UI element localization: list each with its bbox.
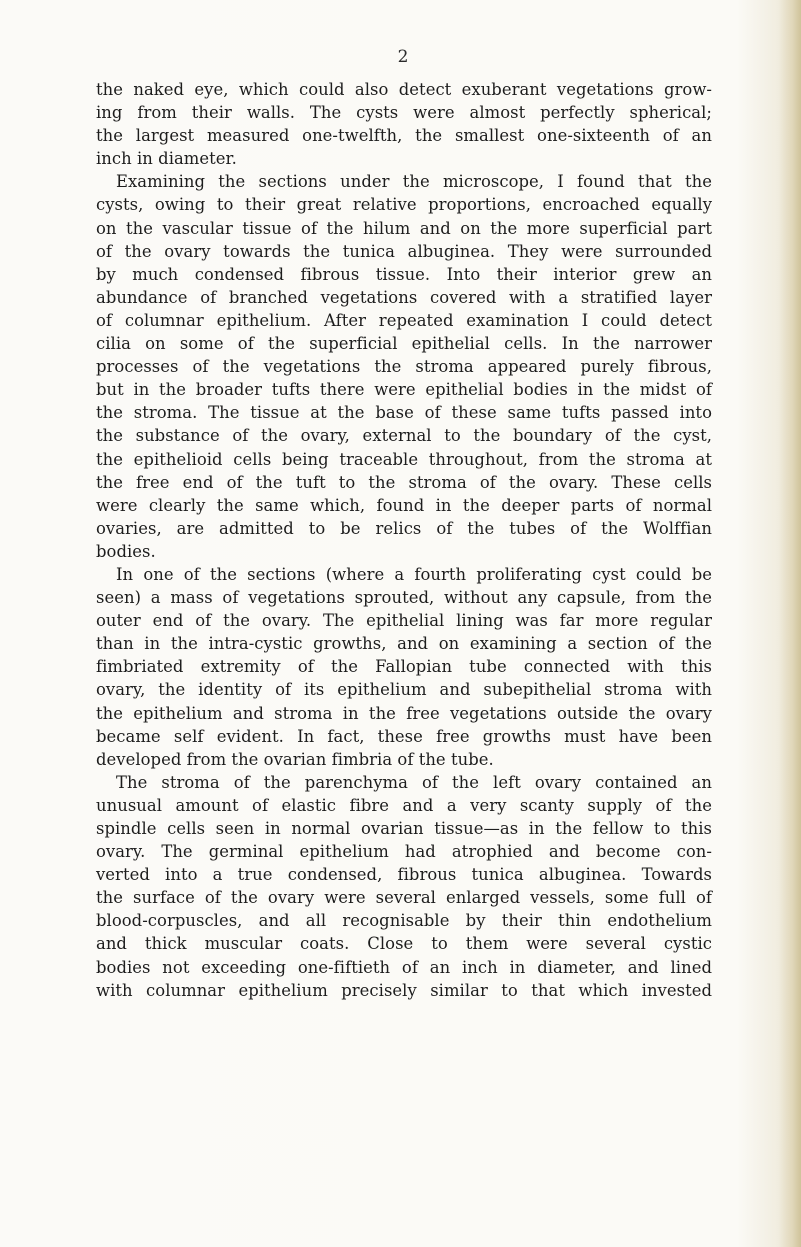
text-line: cysts, owing to their great relative proportions, encroached equally [96, 195, 712, 215]
text-line: and thick muscular coats. Close to them were several cystic [96, 934, 712, 954]
text-line: bodies not exceeding one-fiftieth of an inch in diameter, and lined [96, 957, 712, 977]
text-line: but in the broader tufts there were epithelial bodies in the midst of [96, 380, 712, 400]
text-line: cilia on some of the superficial epithelial cells. In the narrower [96, 334, 712, 354]
text-line: became self evident. In fact, these free growths must have been [96, 726, 712, 746]
text-line: bodies. [96, 541, 156, 561]
text-line: were clearly the same which, found in the deeper parts of normal [96, 495, 712, 515]
text-line: ing from their walls. The cysts were almost perfectly spherical; [96, 103, 712, 123]
text-line: the stroma. The tissue at the base of these same tufts passed into [96, 403, 712, 423]
text-line: the epithelioid cells being traceable throughout, from the stroma at [96, 449, 712, 469]
body-text [96, 78, 712, 1002]
text-line: seen) a mass of vegetations sprouted, without any capsule, from the [96, 588, 712, 608]
text-line: than in the intra-cystic growths, and on examining a section of the [96, 634, 712, 654]
text-line: The stroma of the parenchyma of the left ovary contained an [116, 772, 712, 792]
text-line: the naked eye, which could also detect exuberant vegetations grow- [96, 80, 712, 99]
page-number: 2 [397, 47, 409, 67]
text-line: ovary. The germinal epithelium had atrophied and become con- [96, 842, 712, 862]
text-line: of the ovary towards the tunica albuginea. They were surrounded [96, 241, 712, 261]
text-line: on the vascular tissue of the hilum and on the more superficial part [96, 218, 712, 238]
text-line: the largest measured one-twelfth, the smallest one-sixteenth of an [96, 126, 712, 146]
text-line: verted into a true condensed, fibrous tunica albuginea. Towards [96, 865, 712, 885]
text-line: unusual amount of elastic fibre and a very scanty supply of the [96, 795, 712, 815]
text-line: blood-corpuscles, and all recognisable by their thin endothelium [96, 911, 712, 931]
text-line: spindle cells seen in normal ovarian tissue—as in the fellow to this [96, 819, 712, 838]
text-line: processes of the vegetations the stroma appeared purely fibrous, [96, 357, 712, 377]
text-line: fimbriated extremity of the Fallopian tube connected with this [96, 657, 712, 677]
text-line: developed from the ovarian fimbria of the tube. [96, 749, 494, 769]
text-line: outer end of the ovary. The epithelial lining was far more regular [96, 611, 712, 631]
text-line: with columnar epithelium precisely similar to that which invested [96, 980, 712, 1000]
text-line: In one of the sections (where a fourth proliferating cyst could be [116, 564, 712, 584]
text-line: ovaries, are admitted to be relics of the tubes of the Wolffian [96, 518, 712, 538]
text-line: inch in diameter. [96, 149, 237, 169]
page-edge-shading [779, 0, 801, 1247]
text-line: abundance of branched vegetations covered with a stratified layer [96, 287, 712, 307]
text-line: the surface of the ovary were several enlarged vessels, some full of [96, 888, 712, 908]
text-line: of columnar epithelium. After repeated examination I could detect [96, 310, 712, 330]
text-line: the free end of the tuft to the stroma of the ovary. These cells [96, 472, 712, 492]
text-line: the epithelium and stroma in the free vegetations outside the ovary [96, 703, 712, 723]
text-line: the substance of the ovary, external to the boundary of the cyst, [96, 426, 712, 446]
text-line: ovary, the identity of its epithelium and subepithelial stroma with [96, 680, 712, 700]
text-line: by much condensed fibrous tissue. Into their interior grew an [96, 264, 712, 284]
text-line: Examining the sections under the microscope, I found that the [116, 172, 712, 192]
